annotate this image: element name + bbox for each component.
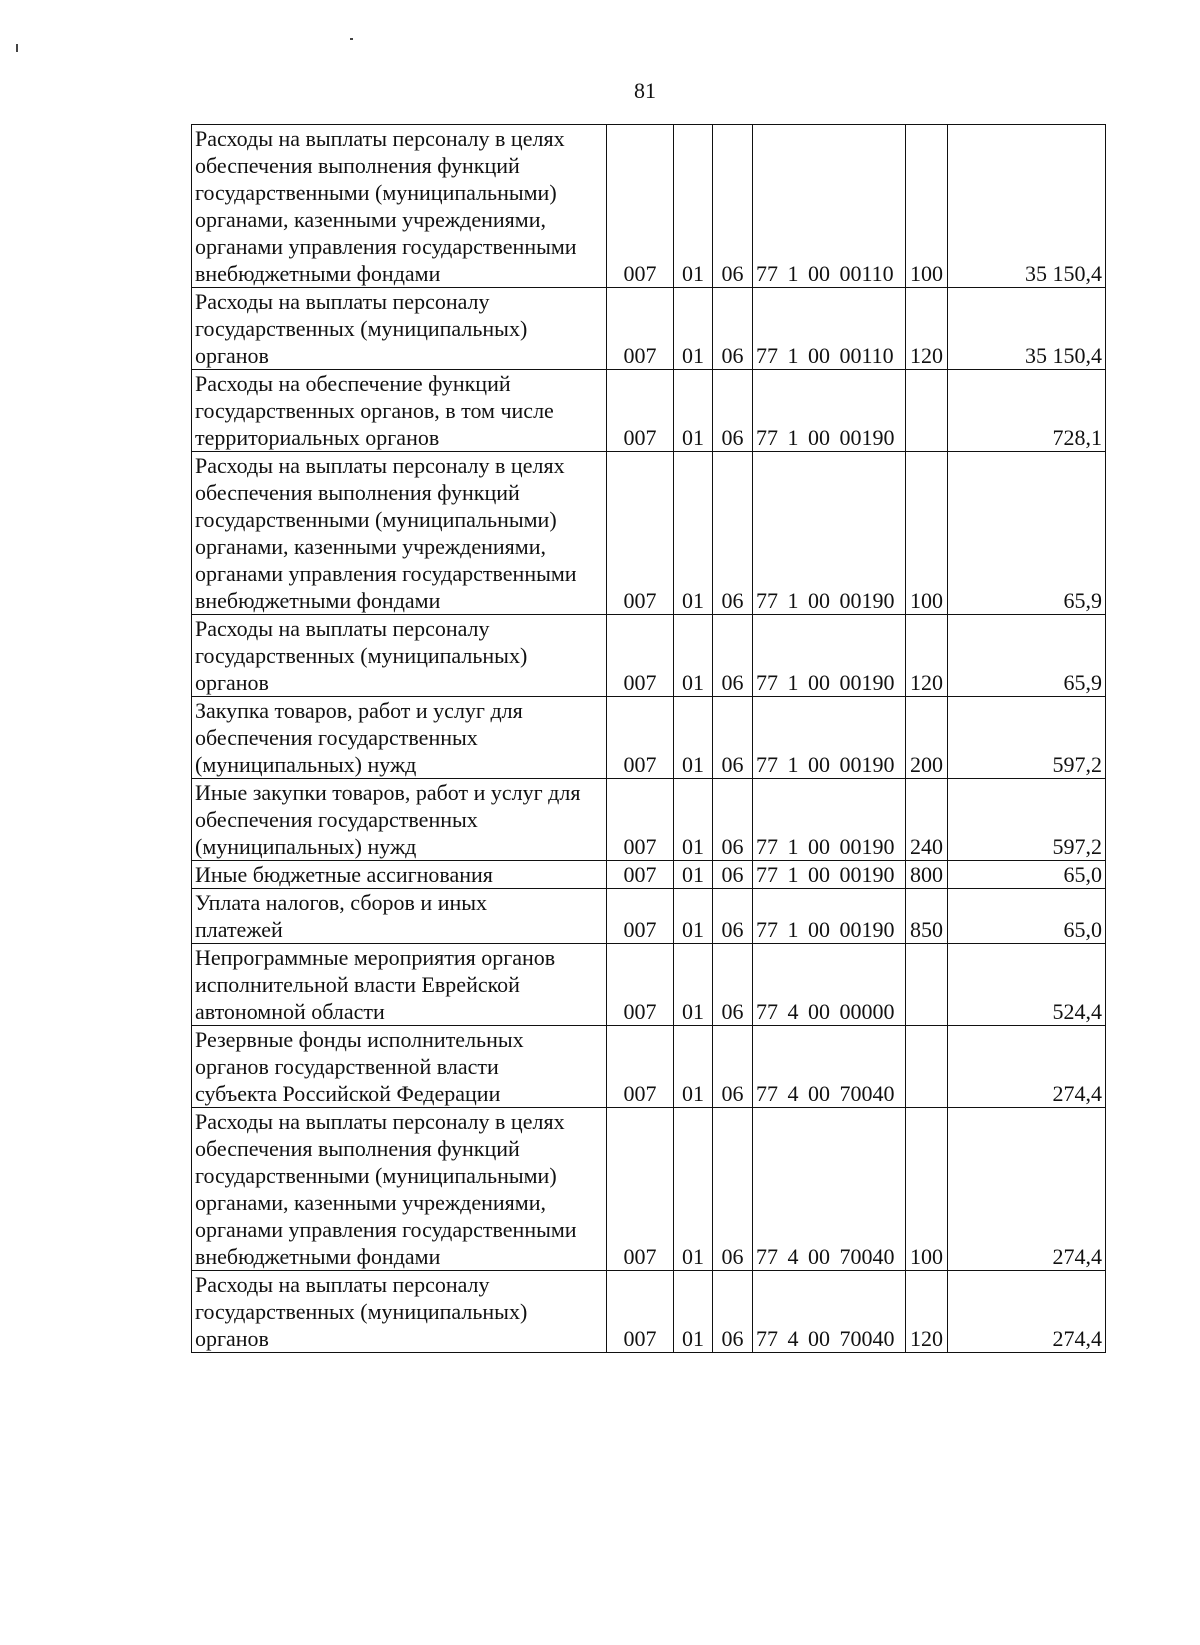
grbs-code-cell: 007 — [607, 697, 674, 779]
grbs-code-cell: 007 — [607, 370, 674, 452]
section-code-cell: 01 — [674, 125, 713, 288]
section-code-cell: 01 — [674, 1026, 713, 1108]
grbs-code-cell: 007 — [607, 1026, 674, 1108]
expense-name: Расходы на выплаты персоналу государственных (муниципальных) органов — [195, 616, 528, 695]
expense-name-cell — [192, 889, 607, 944]
table-row — [192, 615, 1106, 697]
table-row — [192, 889, 1106, 944]
subsection-code-cell: 06 — [713, 944, 753, 1026]
expense-name-cell — [192, 1026, 607, 1108]
amount-cell: 65,9 — [948, 452, 1106, 615]
amount-cell: 35 150,4 — [948, 125, 1106, 288]
amount-cell: 65,0 — [948, 889, 1106, 944]
table-row — [192, 1026, 1106, 1108]
table-row — [192, 452, 1106, 615]
target-article-code-cell: 77 4 00 00000 — [753, 944, 906, 1026]
section-code-cell: 01 — [674, 615, 713, 697]
section-code-cell: 01 — [674, 779, 713, 861]
expense-type-code-cell: 120 — [906, 1271, 948, 1353]
expense-name: Резервные фонды исполнительных органов государственной власти субъекта Российской Федерации — [195, 1027, 524, 1106]
expense-type-code-cell: 240 — [906, 779, 948, 861]
expense-type-code-cell: 120 — [906, 615, 948, 697]
subsection-code-cell: 06 — [713, 125, 753, 288]
amount-cell: 274,4 — [948, 1271, 1106, 1353]
expense-type-code-cell: 120 — [906, 288, 948, 370]
subsection-code-cell: 06 — [713, 779, 753, 861]
expense-name: Иные закупки товаров, работ и услуг для обеспечения государственных (муниципальных) нужд — [195, 780, 581, 859]
subsection-code-cell: 06 — [713, 861, 753, 889]
expense-type-code-cell: 100 — [906, 125, 948, 288]
expense-name: Непрограммные мероприятия органов исполнительной власти Еврейской автономной области — [195, 945, 556, 1024]
expense-type-code-cell — [906, 370, 948, 452]
expense-type-code-cell: 200 — [906, 697, 948, 779]
section-code-cell: 01 — [674, 370, 713, 452]
scan-speck — [16, 44, 18, 52]
table-row — [192, 944, 1106, 1026]
expense-name-cell — [192, 370, 607, 452]
grbs-code-cell: 007 — [607, 861, 674, 889]
target-article-code-cell: 77 4 00 70040 — [753, 1108, 906, 1271]
expense-name-cell — [192, 861, 607, 889]
expense-type-code-cell — [906, 1026, 948, 1108]
section-code-cell: 01 — [674, 697, 713, 779]
expense-name-cell — [192, 452, 607, 615]
expense-type-code-cell: 100 — [906, 452, 948, 615]
expense-name-cell — [192, 779, 607, 861]
budget-table-body — [192, 125, 1106, 1353]
subsection-code-cell: 06 — [713, 1271, 753, 1353]
expense-name: Расходы на выплаты персоналу в целях обеспечения выполнения функций государственными (муниципальными) органами, казенными учреждениями, органами управления государственными внебюджетными фондами — [195, 126, 577, 286]
section-code-cell: 01 — [674, 1271, 713, 1353]
target-article-code-cell: 77 1 00 00190 — [753, 615, 906, 697]
expense-name: Иные бюджетные ассигнования — [195, 862, 493, 887]
amount-cell: 728,1 — [948, 370, 1106, 452]
subsection-code-cell: 06 — [713, 370, 753, 452]
table-row — [192, 288, 1106, 370]
table-row — [192, 1108, 1106, 1271]
expense-name: Уплата налогов, сборов и иных платежей — [195, 890, 488, 942]
target-article-code-cell: 77 1 00 00190 — [753, 452, 906, 615]
subsection-code-cell: 06 — [713, 1108, 753, 1271]
section-code-cell: 01 — [674, 861, 713, 889]
budget-table — [191, 124, 1106, 1353]
page-number: 81 — [634, 78, 656, 103]
amount-cell: 35 150,4 — [948, 288, 1106, 370]
expense-name: Расходы на выплаты персоналу в целях обеспечения выполнения функций государственными (муниципальными) органами, казенными учреждениями, органами управления государственными внебюджетными фондами — [195, 1109, 577, 1269]
expense-name: Расходы на выплаты персоналу в целях обеспечения выполнения функций государственными (муниципальными) органами, казенными учреждениями, органами управления государственными внебюджетными фондами — [195, 453, 577, 613]
grbs-code-cell: 007 — [607, 288, 674, 370]
subsection-code-cell: 06 — [713, 452, 753, 615]
table-row — [192, 1271, 1106, 1353]
expense-name-cell — [192, 125, 607, 288]
target-article-code-cell: 77 1 00 00110 — [753, 125, 906, 288]
table-row — [192, 861, 1106, 889]
amount-cell: 597,2 — [948, 697, 1106, 779]
amount-cell: 65,0 — [948, 861, 1106, 889]
section-code-cell: 01 — [674, 944, 713, 1026]
amount-cell: 274,4 — [948, 1108, 1106, 1271]
expense-name: Расходы на выплаты персоналу государственных (муниципальных) органов — [195, 1272, 528, 1351]
expense-name-cell — [192, 1108, 607, 1271]
grbs-code-cell: 007 — [607, 779, 674, 861]
expense-type-code-cell: 800 — [906, 861, 948, 889]
grbs-code-cell: 007 — [607, 615, 674, 697]
expense-name-cell — [192, 697, 607, 779]
expense-name-cell — [192, 944, 607, 1026]
subsection-code-cell: 06 — [713, 615, 753, 697]
table-row — [192, 697, 1106, 779]
grbs-code-cell: 007 — [607, 125, 674, 288]
section-code-cell: 01 — [674, 452, 713, 615]
expense-name-cell — [192, 615, 607, 697]
grbs-code-cell: 007 — [607, 1108, 674, 1271]
amount-cell: 597,2 — [948, 779, 1106, 861]
table-row — [192, 125, 1106, 288]
section-code-cell: 01 — [674, 288, 713, 370]
amount-cell: 524,4 — [948, 944, 1106, 1026]
expense-name-cell — [192, 1271, 607, 1353]
section-code-cell: 01 — [674, 1108, 713, 1271]
grbs-code-cell: 007 — [607, 889, 674, 944]
expense-name: Расходы на выплаты персоналу государственных (муниципальных) органов — [195, 289, 528, 368]
target-article-code-cell: 77 1 00 00110 — [753, 288, 906, 370]
subsection-code-cell: 06 — [713, 697, 753, 779]
table-row — [192, 370, 1106, 452]
subsection-code-cell: 06 — [713, 889, 753, 944]
expense-type-code-cell — [906, 944, 948, 1026]
target-article-code-cell: 77 4 00 70040 — [753, 1271, 906, 1353]
target-article-code-cell: 77 1 00 00190 — [753, 861, 906, 889]
target-article-code-cell: 77 1 00 00190 — [753, 370, 906, 452]
amount-cell: 274,4 — [948, 1026, 1106, 1108]
grbs-code-cell: 007 — [607, 452, 674, 615]
table-row — [192, 779, 1106, 861]
target-article-code-cell: 77 1 00 00190 — [753, 889, 906, 944]
target-article-code-cell: 77 1 00 00190 — [753, 697, 906, 779]
scan-speck — [350, 38, 353, 40]
subsection-code-cell: 06 — [713, 1026, 753, 1108]
amount-cell: 65,9 — [948, 615, 1106, 697]
expense-type-code-cell: 850 — [906, 889, 948, 944]
target-article-code-cell: 77 4 00 70040 — [753, 1026, 906, 1108]
expense-type-code-cell: 100 — [906, 1108, 948, 1271]
grbs-code-cell: 007 — [607, 1271, 674, 1353]
expense-name-cell — [192, 288, 607, 370]
subsection-code-cell: 06 — [713, 288, 753, 370]
expense-name: Закупка товаров, работ и услуг для обеспечения государственных (муниципальных) нужд — [195, 698, 523, 777]
expense-name: Расходы на обеспечение функций государственных органов, в том числе территориальных органов — [195, 371, 554, 450]
target-article-code-cell: 77 1 00 00190 — [753, 779, 906, 861]
section-code-cell: 01 — [674, 889, 713, 944]
grbs-code-cell: 007 — [607, 944, 674, 1026]
